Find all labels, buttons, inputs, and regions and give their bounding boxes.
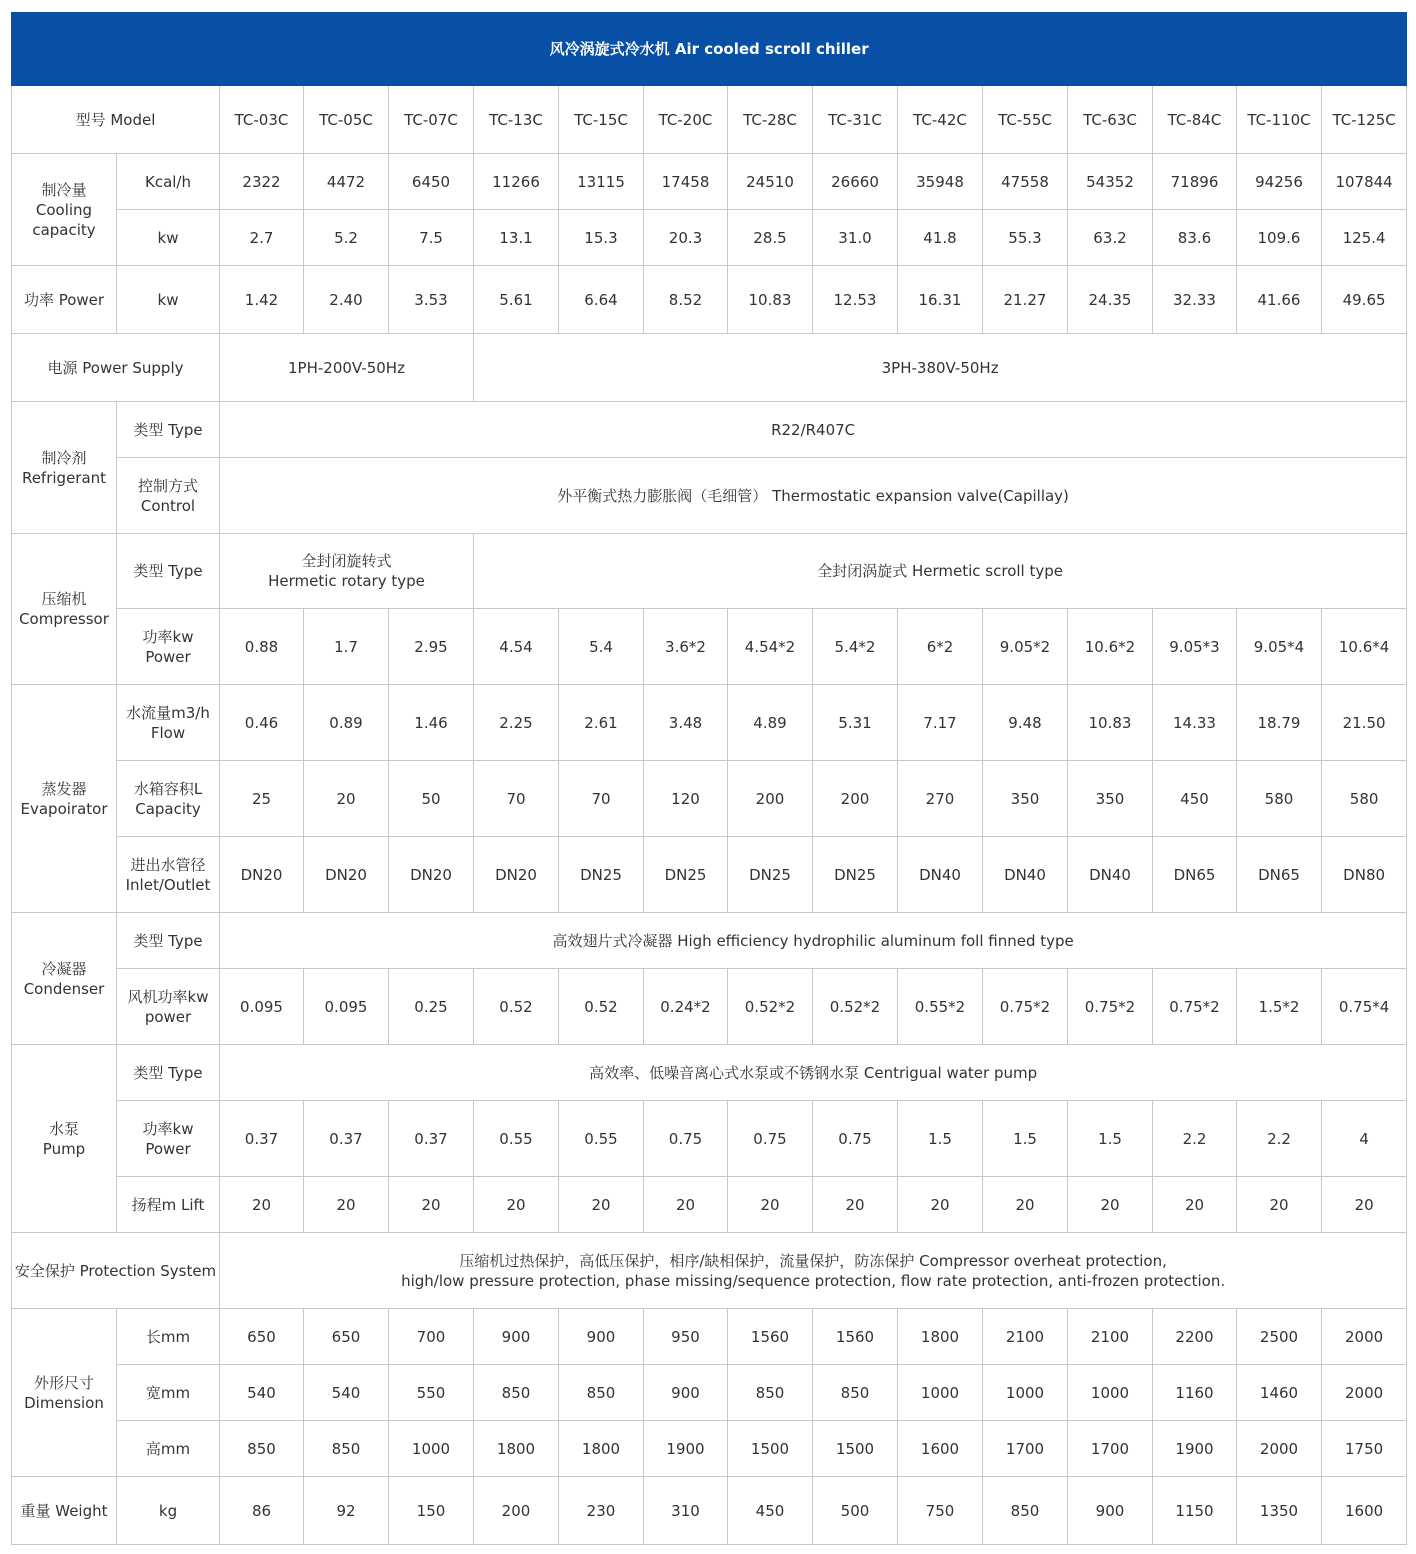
dimension-height-row: [12, 1421, 1407, 1477]
table-cell: 5.4*2: [813, 609, 898, 685]
table-cell: 20: [559, 1177, 644, 1233]
table-cell: TC-84C: [1153, 86, 1237, 154]
table-cell: 6*2: [898, 609, 983, 685]
table-cell: 0.095: [304, 969, 389, 1045]
table-cell: 18.79: [1237, 685, 1322, 761]
table-cell: 11266: [474, 154, 559, 210]
table-cell: 850: [304, 1421, 389, 1477]
title-row: [12, 13, 1407, 86]
table-cell: TC-05C: [304, 86, 389, 154]
weight-unit: kg: [117, 1477, 220, 1545]
table-cell: 500: [813, 1477, 898, 1545]
table-cell: 2.40: [304, 266, 389, 334]
table-cell: 1500: [728, 1421, 813, 1477]
table-cell: 20: [813, 1177, 898, 1233]
table-cell: 6.64: [559, 266, 644, 334]
compressor-label: 压缩机 Compressor: [12, 534, 117, 685]
table-cell: 17458: [644, 154, 728, 210]
table-title: 风冷涡旋式冷水机 Air cooled scroll chiller: [12, 13, 1407, 86]
table-cell: 4.54: [474, 609, 559, 685]
table-cell: 25: [220, 761, 304, 837]
table-cell: 580: [1322, 761, 1407, 837]
table-cell: 70: [474, 761, 559, 837]
table-cell: 5.61: [474, 266, 559, 334]
table-cell: 14.33: [1153, 685, 1237, 761]
table-cell: 71896: [1153, 154, 1237, 210]
table-cell: 450: [1153, 761, 1237, 837]
evaporator-flow-label: 水流量m3/h Flow: [117, 685, 220, 761]
table-cell: 24510: [728, 154, 813, 210]
condenser-fan-row: [12, 969, 1407, 1045]
table-cell: 0.37: [220, 1101, 304, 1177]
table-cell: 20: [1237, 1177, 1322, 1233]
power-supply-three: 3PH-380V-50Hz: [474, 334, 1407, 402]
table-cell: 0.55: [474, 1101, 559, 1177]
table-cell: 1500: [813, 1421, 898, 1477]
table-cell: 3.48: [644, 685, 728, 761]
table-cell: 20: [898, 1177, 983, 1233]
table-cell: 0.89: [304, 685, 389, 761]
table-cell: 850: [728, 1365, 813, 1421]
dimension-height-label: 高mm: [117, 1421, 220, 1477]
table-cell: 125.4: [1322, 210, 1407, 266]
table-cell: 0.75*2: [983, 969, 1068, 1045]
table-cell: 55.3: [983, 210, 1068, 266]
table-cell: 540: [220, 1365, 304, 1421]
table-cell: 950: [644, 1309, 728, 1365]
table-cell: 1750: [1322, 1421, 1407, 1477]
table-cell: 900: [559, 1309, 644, 1365]
table-cell: 2000: [1237, 1421, 1322, 1477]
table-cell: DN25: [813, 837, 898, 913]
table-cell: 5.2: [304, 210, 389, 266]
table-cell: 1000: [389, 1421, 474, 1477]
cooling-kw-row: [12, 210, 1407, 266]
table-cell: 20: [220, 1177, 304, 1233]
table-cell: 2.61: [559, 685, 644, 761]
table-cell: 9.05*2: [983, 609, 1068, 685]
condenser-fan-label: 风机功率kw power: [117, 969, 220, 1045]
table-cell: TC-55C: [983, 86, 1068, 154]
condenser-type-row: [12, 913, 1407, 969]
table-cell: 1000: [898, 1365, 983, 1421]
table-cell: 86: [220, 1477, 304, 1545]
dimension-width-row: [12, 1365, 1407, 1421]
table-cell: 9.05*3: [1153, 609, 1237, 685]
table-cell: DN80: [1322, 837, 1407, 913]
table-cell: 20: [644, 1177, 728, 1233]
table-cell: 2100: [1068, 1309, 1153, 1365]
table-cell: DN20: [304, 837, 389, 913]
table-cell: 1350: [1237, 1477, 1322, 1545]
evaporator-pipe-row: [12, 837, 1407, 913]
table-cell: 0.095: [220, 969, 304, 1045]
weight-label: 重量 Weight: [12, 1477, 117, 1545]
table-cell: 4472: [304, 154, 389, 210]
pump-label: 水泵 Pump: [12, 1045, 117, 1233]
table-cell: DN40: [1068, 837, 1153, 913]
refrigerant-type-row: [12, 402, 1407, 458]
table-cell: DN65: [1237, 837, 1322, 913]
pump-type-row: [12, 1045, 1407, 1101]
refrigerant-control-label: 控制方式 Control: [117, 458, 220, 534]
table-cell: 850: [474, 1365, 559, 1421]
compressor-type-label: 类型 Type: [117, 534, 220, 609]
table-cell: 5.31: [813, 685, 898, 761]
table-cell: 83.6: [1153, 210, 1237, 266]
table-cell: 650: [304, 1309, 389, 1365]
table-cell: DN65: [1153, 837, 1237, 913]
table-cell: TC-42C: [898, 86, 983, 154]
table-cell: 900: [1068, 1477, 1153, 1545]
table-cell: 15.3: [559, 210, 644, 266]
table-cell: 32.33: [1153, 266, 1237, 334]
condenser-type-label: 类型 Type: [117, 913, 220, 969]
table-cell: 47558: [983, 154, 1068, 210]
table-cell: 4.89: [728, 685, 813, 761]
table-cell: 50: [389, 761, 474, 837]
table-cell: 20: [1068, 1177, 1153, 1233]
table-cell: TC-31C: [813, 86, 898, 154]
spec-table: [11, 12, 1407, 1545]
pump-type-value: 高效率、低噪音离心式水泵或不锈钢水泵 Centrigual water pump: [220, 1045, 1407, 1101]
table-cell: 1800: [559, 1421, 644, 1477]
table-cell: 1900: [644, 1421, 728, 1477]
table-cell: 21.50: [1322, 685, 1407, 761]
table-cell: 310: [644, 1477, 728, 1545]
table-cell: 20: [474, 1177, 559, 1233]
table-cell: 700: [389, 1309, 474, 1365]
protection-row: [12, 1233, 1407, 1309]
table-cell: 10.83: [728, 266, 813, 334]
pump-power-row: [12, 1101, 1407, 1177]
table-cell: TC-110C: [1237, 86, 1322, 154]
table-cell: 28.5: [728, 210, 813, 266]
table-cell: 1150: [1153, 1477, 1237, 1545]
table-cell: 9.48: [983, 685, 1068, 761]
table-cell: 10.6*2: [1068, 609, 1153, 685]
table-cell: 4.54*2: [728, 609, 813, 685]
table-cell: 31.0: [813, 210, 898, 266]
table-cell: 13115: [559, 154, 644, 210]
table-cell: 9.05*4: [1237, 609, 1322, 685]
table-cell: 1.5*2: [1237, 969, 1322, 1045]
evaporator-capacity-label: 水箱容积L Capacity: [117, 761, 220, 837]
table-cell: 750: [898, 1477, 983, 1545]
table-cell: 0.55: [559, 1101, 644, 1177]
table-cell: 2100: [983, 1309, 1068, 1365]
table-cell: 120: [644, 761, 728, 837]
table-cell: 3.53: [389, 266, 474, 334]
table-cell: 0.37: [389, 1101, 474, 1177]
table-cell: 200: [813, 761, 898, 837]
refrigerant-label: 制冷剂 Refrigerant: [12, 402, 117, 534]
table-cell: 580: [1237, 761, 1322, 837]
table-cell: 0.46: [220, 685, 304, 761]
evaporator-flow-row: [12, 685, 1407, 761]
condenser-label: 冷凝器 Condenser: [12, 913, 117, 1045]
evaporator-pipe-label: 进出水管径 Inlet/Outlet: [117, 837, 220, 913]
table-cell: 200: [474, 1477, 559, 1545]
table-cell: DN25: [559, 837, 644, 913]
power-unit: kw: [117, 266, 220, 334]
table-cell: DN20: [389, 837, 474, 913]
table-cell: 35948: [898, 154, 983, 210]
table-cell: DN25: [728, 837, 813, 913]
refrigerant-type-label: 类型 Type: [117, 402, 220, 458]
table-cell: 12.53: [813, 266, 898, 334]
table-cell: 20: [1153, 1177, 1237, 1233]
table-cell: 0.75: [644, 1101, 728, 1177]
compressor-power-row: [12, 609, 1407, 685]
table-cell: 2.7: [220, 210, 304, 266]
table-cell: 1560: [728, 1309, 813, 1365]
table-cell: 0.52*2: [728, 969, 813, 1045]
compressor-type-rotary: 全封闭旋转式 Hermetic rotary type: [220, 534, 474, 609]
table-cell: 41.66: [1237, 266, 1322, 334]
table-cell: 900: [644, 1365, 728, 1421]
table-cell: 2000: [1322, 1365, 1407, 1421]
table-cell: 350: [983, 761, 1068, 837]
table-cell: 650: [220, 1309, 304, 1365]
table-cell: 0.75: [813, 1101, 898, 1177]
table-cell: 0.55*2: [898, 969, 983, 1045]
table-cell: TC-03C: [220, 86, 304, 154]
table-cell: TC-07C: [389, 86, 474, 154]
table-cell: 1460: [1237, 1365, 1322, 1421]
dimension-length-row: [12, 1309, 1407, 1365]
table-cell: 1.5: [1068, 1101, 1153, 1177]
table-cell: TC-20C: [644, 86, 728, 154]
table-cell: 350: [1068, 761, 1153, 837]
table-cell: 2200: [1153, 1309, 1237, 1365]
table-cell: 20: [1322, 1177, 1407, 1233]
refrigerant-type-value: R22/R407C: [220, 402, 1407, 458]
table-cell: 10.6*4: [1322, 609, 1407, 685]
power-supply-single: 1PH-200V-50Hz: [220, 334, 474, 402]
table-cell: 450: [728, 1477, 813, 1545]
table-cell: 2.2: [1153, 1101, 1237, 1177]
table-cell: 550: [389, 1365, 474, 1421]
pump-lift-row: [12, 1177, 1407, 1233]
table-cell: 150: [389, 1477, 474, 1545]
table-cell: TC-13C: [474, 86, 559, 154]
table-cell: 0.52: [474, 969, 559, 1045]
power-supply-label: 电源 Power Supply: [12, 334, 220, 402]
table-cell: 13.1: [474, 210, 559, 266]
table-cell: 26660: [813, 154, 898, 210]
table-cell: 7.5: [389, 210, 474, 266]
model-label: 型号 Model: [12, 86, 220, 154]
table-cell: 0.75*2: [1153, 969, 1237, 1045]
table-cell: 0.24*2: [644, 969, 728, 1045]
table-cell: 1.5: [983, 1101, 1068, 1177]
table-cell: 24.35: [1068, 266, 1153, 334]
table-cell: 1.46: [389, 685, 474, 761]
table-cell: 107844: [1322, 154, 1407, 210]
table-cell: 1600: [898, 1421, 983, 1477]
table-cell: 7.17: [898, 685, 983, 761]
table-cell: 270: [898, 761, 983, 837]
table-cell: 1700: [983, 1421, 1068, 1477]
table-cell: 0.52*2: [813, 969, 898, 1045]
table-cell: 3.6*2: [644, 609, 728, 685]
dimension-label: 外形尺寸 Dimension: [12, 1309, 117, 1477]
model-row: [12, 86, 1407, 154]
table-cell: 20.3: [644, 210, 728, 266]
power-supply-row: [12, 334, 1407, 402]
table-cell: 10.83: [1068, 685, 1153, 761]
table-cell: 0.75*2: [1068, 969, 1153, 1045]
cooling-kcal-row: [12, 154, 1407, 210]
table-cell: 1.7: [304, 609, 389, 685]
table-cell: DN20: [474, 837, 559, 913]
evaporator-label: 蒸发器 Evapoirator: [12, 685, 117, 913]
weight-row: [12, 1477, 1407, 1545]
table-cell: 6450: [389, 154, 474, 210]
table-cell: 1900: [1153, 1421, 1237, 1477]
cooling-kcal-unit: Kcal/h: [117, 154, 220, 210]
dimension-width-label: 宽mm: [117, 1365, 220, 1421]
table-cell: TC-28C: [728, 86, 813, 154]
table-cell: 21.27: [983, 266, 1068, 334]
table-cell: 230: [559, 1477, 644, 1545]
table-cell: 0.37: [304, 1101, 389, 1177]
table-cell: 1000: [1068, 1365, 1153, 1421]
table-cell: 850: [983, 1477, 1068, 1545]
table-cell: 2.2: [1237, 1101, 1322, 1177]
table-cell: 2.25: [474, 685, 559, 761]
table-cell: 2.95: [389, 609, 474, 685]
compressor-power-label: 功率kw Power: [117, 609, 220, 685]
table-cell: 1600: [1322, 1477, 1407, 1545]
table-cell: 4: [1322, 1101, 1407, 1177]
table-cell: 1160: [1153, 1365, 1237, 1421]
table-cell: 20: [728, 1177, 813, 1233]
table-cell: 20: [304, 1177, 389, 1233]
table-cell: 0.52: [559, 969, 644, 1045]
table-cell: 70: [559, 761, 644, 837]
table-cell: 1800: [474, 1421, 559, 1477]
table-cell: 200: [728, 761, 813, 837]
table-cell: 850: [559, 1365, 644, 1421]
table-cell: 16.31: [898, 266, 983, 334]
table-cell: 1800: [898, 1309, 983, 1365]
table-cell: 0.25: [389, 969, 474, 1045]
pump-lift-label: 扬程m Lift: [117, 1177, 220, 1233]
cooling-label: 制冷量 Cooling capacity: [12, 154, 117, 266]
table-cell: TC-125C: [1322, 86, 1407, 154]
evaporator-capacity-row: [12, 761, 1407, 837]
table-cell: 41.8: [898, 210, 983, 266]
power-label: 功率 Power: [12, 266, 117, 334]
table-cell: DN40: [983, 837, 1068, 913]
pump-power-label: 功率kw Power: [117, 1101, 220, 1177]
table-cell: 20: [389, 1177, 474, 1233]
table-cell: 540: [304, 1365, 389, 1421]
table-cell: 850: [813, 1365, 898, 1421]
table-cell: 49.65: [1322, 266, 1407, 334]
protection-label: 安全保护 Protection System: [12, 1233, 220, 1309]
table-cell: TC-63C: [1068, 86, 1153, 154]
protection-value: 压缩机过热保护，高低压保护，相序/缺相保护，流量保护，防冻保护 Compressor overheat protection, high/low pressure protection, phase missing/sequence protection, flow rate protection, anti-frozen protection.: [220, 1233, 1407, 1309]
table-cell: 2000: [1322, 1309, 1407, 1365]
table-cell: TC-15C: [559, 86, 644, 154]
table-cell: 8.52: [644, 266, 728, 334]
table-cell: 109.6: [1237, 210, 1322, 266]
compressor-type-row: [12, 534, 1407, 609]
condenser-type-value: 高效翅片式冷凝器 High efficiency hydrophilic aluminum foll finned type: [220, 913, 1407, 969]
table-cell: 2322: [220, 154, 304, 210]
table-cell: DN25: [644, 837, 728, 913]
table-cell: 900: [474, 1309, 559, 1365]
table-cell: 63.2: [1068, 210, 1153, 266]
table-cell: 0.88: [220, 609, 304, 685]
cooling-kw-unit: kw: [117, 210, 220, 266]
table-cell: 54352: [1068, 154, 1153, 210]
dimension-length-label: 长mm: [117, 1309, 220, 1365]
table-cell: 1700: [1068, 1421, 1153, 1477]
table-cell: DN20: [220, 837, 304, 913]
table-cell: 1000: [983, 1365, 1068, 1421]
pump-type-label: 类型 Type: [117, 1045, 220, 1101]
table-cell: 0.75*4: [1322, 969, 1407, 1045]
table-cell: 1560: [813, 1309, 898, 1365]
table-cell: DN40: [898, 837, 983, 913]
table-cell: 20: [983, 1177, 1068, 1233]
table-cell: 0.75: [728, 1101, 813, 1177]
refrigerant-control-value: 外平衡式热力膨胀阀（毛细管） Thermostatic expansion valve(Capillay): [220, 458, 1407, 534]
power-row: [12, 266, 1407, 334]
table-cell: 1.42: [220, 266, 304, 334]
table-cell: 2500: [1237, 1309, 1322, 1365]
table-cell: 5.4: [559, 609, 644, 685]
table-cell: 20: [304, 761, 389, 837]
compressor-type-scroll: 全封闭涡旋式 Hermetic scroll type: [474, 534, 1407, 609]
table-cell: 94256: [1237, 154, 1322, 210]
table-cell: 92: [304, 1477, 389, 1545]
refrigerant-control-row: [12, 458, 1407, 534]
table-cell: 850: [220, 1421, 304, 1477]
table-cell: 1.5: [898, 1101, 983, 1177]
